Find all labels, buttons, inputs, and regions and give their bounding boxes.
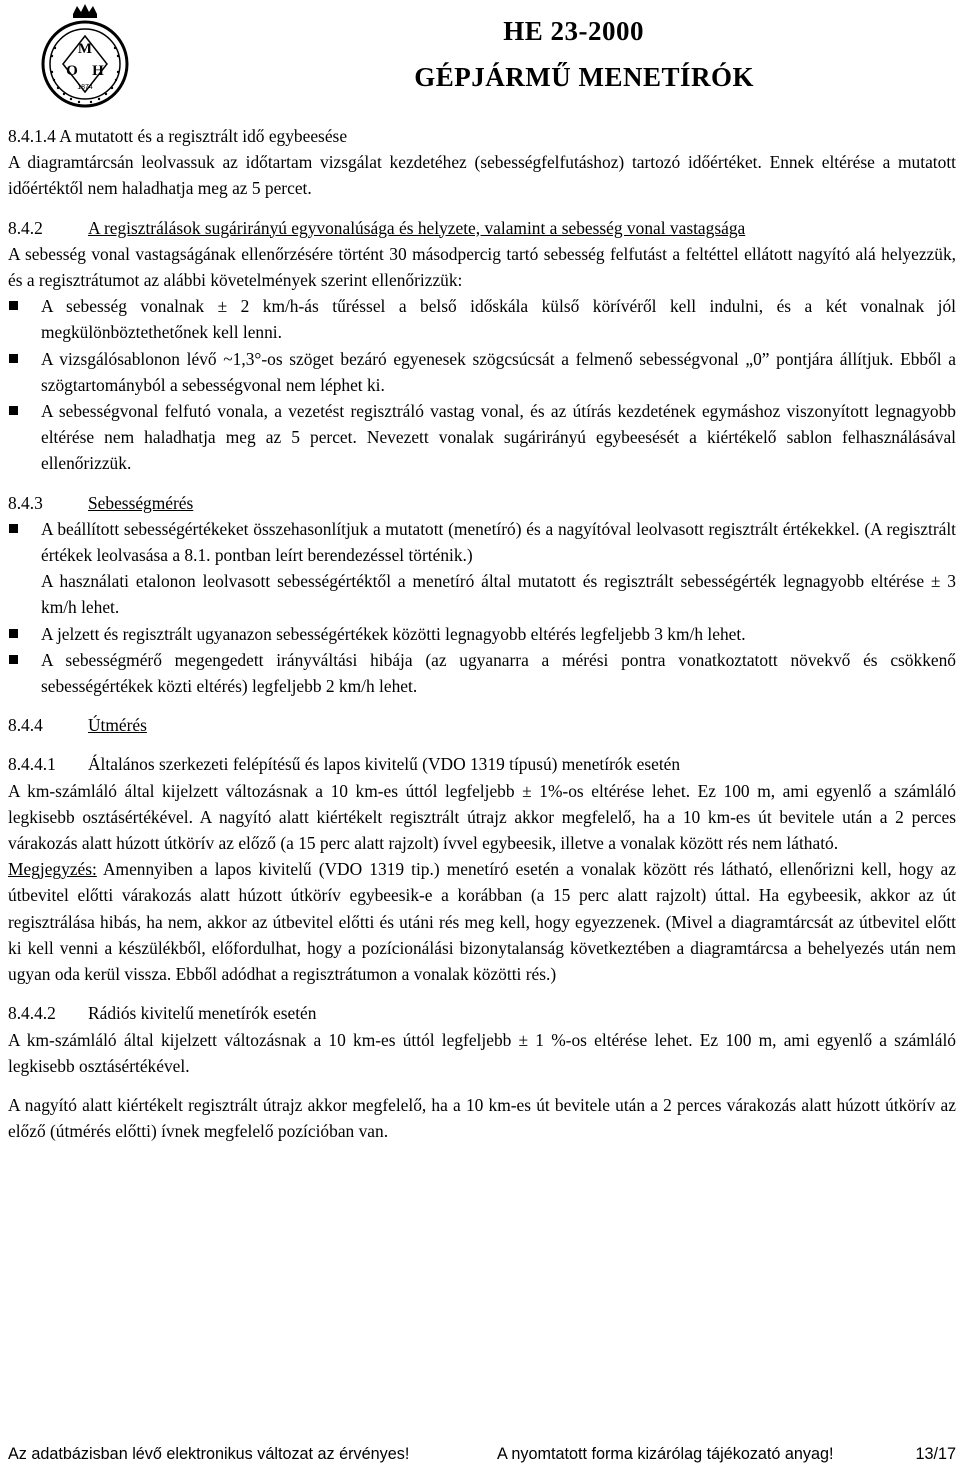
page-header: [0, 0, 960, 112]
list-item: [8, 647, 956, 699]
section-heading-8-4-2: [8, 215, 956, 241]
section-number: 8.4.4.1: [8, 754, 56, 775]
list-item: [8, 516, 956, 568]
footer-print-note: A nyomtatott forma kizárólag tájékozató anyag!: [497, 1445, 834, 1463]
list-item-text: A beállított sebességértékeket összehasonlítjuk a mutatott (menetíró) és a nagyítóval leolvasott regisztrált értékekkel. (A regisztrált értékek leolvasása a 8.1. pontban leírt berendezéssel történik.): [41, 518, 956, 566]
section-heading-8-4-4-2: [8, 1000, 956, 1026]
section-title: Általános szerkezeti felépítésű és lapos kivitelű (VDO 1319 típusú) menetírók esetén: [88, 754, 681, 775]
list-item-text: A sebességvonal felfutó vonala, a vezetést regisztráló vastag vonal, és az útírás kezdetének egymáshoz viszonyított legnagyobb eltérése nem haladhatja meg az 5 percet. Nevezett vonalak sugárirányú egybeesését a kiértékelő sablon felhasználásával ellenőrizzük.: [41, 401, 956, 474]
bullet-icon: [9, 406, 18, 415]
bullet-icon: [9, 655, 18, 664]
logo-letter-h: H: [92, 63, 104, 79]
section-heading-8-4-3: [8, 490, 956, 516]
list-item-text: A használati etalonon leolvasott sebességértéktől a menetíró által mutatott és regisztrált sebességérték legnagyobb eltérése ± 3 km/h lehet.: [41, 571, 956, 618]
logo-year: 1874: [77, 84, 93, 91]
bullet-icon: [9, 301, 18, 310]
list-item-continuation: [8, 568, 956, 620]
section-number: 8.4.4.2: [8, 1003, 56, 1024]
page-footer: [0, 1441, 960, 1467]
list-item-text: A sebesség vonalnak ± 2 km/h-ás tűréssel a belső időskála külső körívéről kell indulni, és a két vonalnak jól megkülönböztethetőnek kell lenni.: [41, 296, 956, 343]
section-heading-8-4-4-1: [8, 751, 956, 777]
section-heading-8-4-4: [8, 712, 956, 738]
paragraph: A km-számláló által kijelzett változásnak a 10 km-es úttól legfeljebb ± 1%-os eltérése lehet. Ez 100 m, ami egyenlő a számláló legkisebb osztásértékével. A nagyító alatt kiértékelt regisztrált útrajz akkor megfelelő, ha a 10 km-es út bevitele után a 2 perces várakozás alatt húzott útkörív az előző (a 15 perc alatt rajzolt) ívvel egybeesik, illetve a vonalak között rés nem látható.: [8, 780, 956, 854]
document-code: HE 23-2000: [503, 16, 644, 46]
list-item: [8, 621, 956, 647]
list-item: [8, 346, 956, 398]
logo-letter-o: O: [66, 63, 78, 79]
section-number: 8.4.4: [8, 715, 43, 736]
section-number: 8.4.2: [8, 217, 43, 238]
seal-icon: [40, 2, 130, 114]
bullet-list: [8, 516, 956, 699]
note-paragraph: [8, 856, 956, 987]
note-text: Amennyiben a lapos kivitelű (VDO 1319 tip.) menetíró esetén a vonalak között rés látható, ellenőrizni kell, hogy az útbevitel előtti várakozás alatt húzott útkörív egybeesik-e a korábban (a 15 perc alatt rajzolt) úttal. Ha egybeesik, akkor az út regisztrálása hibás, ha nem, akkor az útbevitel előtti és utáni rés meg kell, hogy egyezzenek. (Mivel a diagramtárcsát az útbevitel előtt ki kell venni a készülékből, előfordulhat, hogy a pozícionálási bizonytalanság következtében a diagramtárcsa a behelyezés után nem ugyan oda kerül vissza. Ebből adódhat a regisztrátumon a vonalak közötti rés.): [8, 859, 956, 985]
document-title: GÉPJÁRMŰ MENETÍRÓK: [414, 62, 754, 92]
paragraph: A nagyító alatt kiértékelt regisztrált útrajz akkor megfelelő, ha a 10 km-es út bevitele után a 2 perces várakozás alatt húzott útkörív az előző (útmérés előtti) ívnek megfelelő pozícióban van.: [8, 1094, 956, 1142]
list-item: [8, 398, 956, 477]
list-item-text: A vizsgálósablonon lévő ~1,3°-os szöget bezáró egyenesek szögcsúcsát a felmenő sebességvonal „0” pontjára állítjuk. Ebből a szögtartományból a sebességvonal nem léphet ki.: [41, 348, 956, 395]
logo-letter-m: M: [77, 41, 93, 57]
section-title: Sebességmérés: [88, 492, 194, 513]
bullet-icon: [9, 354, 18, 363]
bullet-icon: [9, 629, 18, 638]
section-title: Útmérés: [88, 715, 147, 736]
section-title: Rádiós kivitelű menetírók esetén: [88, 1003, 317, 1024]
bullet-icon: [9, 524, 18, 533]
paragraph: A diagramtárcsán leolvassuk az időtartam vizsgálat kezdetéhez (sebességfelfutáshoz) tartozó időértéket. Ennek eltérése a mutatott időértéktől nem haladhatja meg az 5 percet.: [8, 152, 956, 199]
section-number: 8.4.3: [8, 492, 43, 513]
section-heading-8-4-1-4: 8.4.1.4 A mutatott és a regisztrált idő egybeesése: [8, 126, 348, 146]
section-title: A regisztrálások sugárirányú egyvonalúsága és helyzete, valamint a sebesség vonal vastagsága: [88, 217, 746, 238]
footer-validity-note: Az adatbázisban lévő elektronikus változat az érvényes!: [8, 1445, 410, 1463]
omh-seal-logo: [40, 2, 130, 114]
paragraph: A sebesség vonal vastagságának ellenőrzésére történt 30 másodpercig tartó sebesség felfutást a feltéttel ellátott nagyító alá helyezzük, és a regisztrátumot az alábbi követelmények szerint ellenőrizzük:: [8, 243, 956, 291]
list-item-text: A sebességmérő megengedett irányváltási hibája (az ugyanarra a mérési pontra vonatkoztatott növekvő és csökkenő sebességértékek közti eltérés) legfeljebb 2 km/h lehet.: [41, 649, 956, 697]
page-number: 13/17: [915, 1445, 956, 1463]
note-label: Megjegyzés:: [8, 859, 97, 880]
document-body: [8, 123, 956, 1144]
paragraph: A km-számláló által kijelzett változásnak a 10 km-es úttól legfeljebb ± 1 %-os eltérése lehet. Ez 100 m, ami egyenlő a számláló legkisebb osztásértékével.: [8, 1029, 956, 1076]
bullet-list: [8, 293, 956, 476]
list-item-text: A jelzett és regisztrált ugyanazon sebességértékek közötti legnagyobb eltérés legfeljebb 3 km/h lehet.: [41, 623, 746, 644]
list-item: [8, 293, 956, 345]
